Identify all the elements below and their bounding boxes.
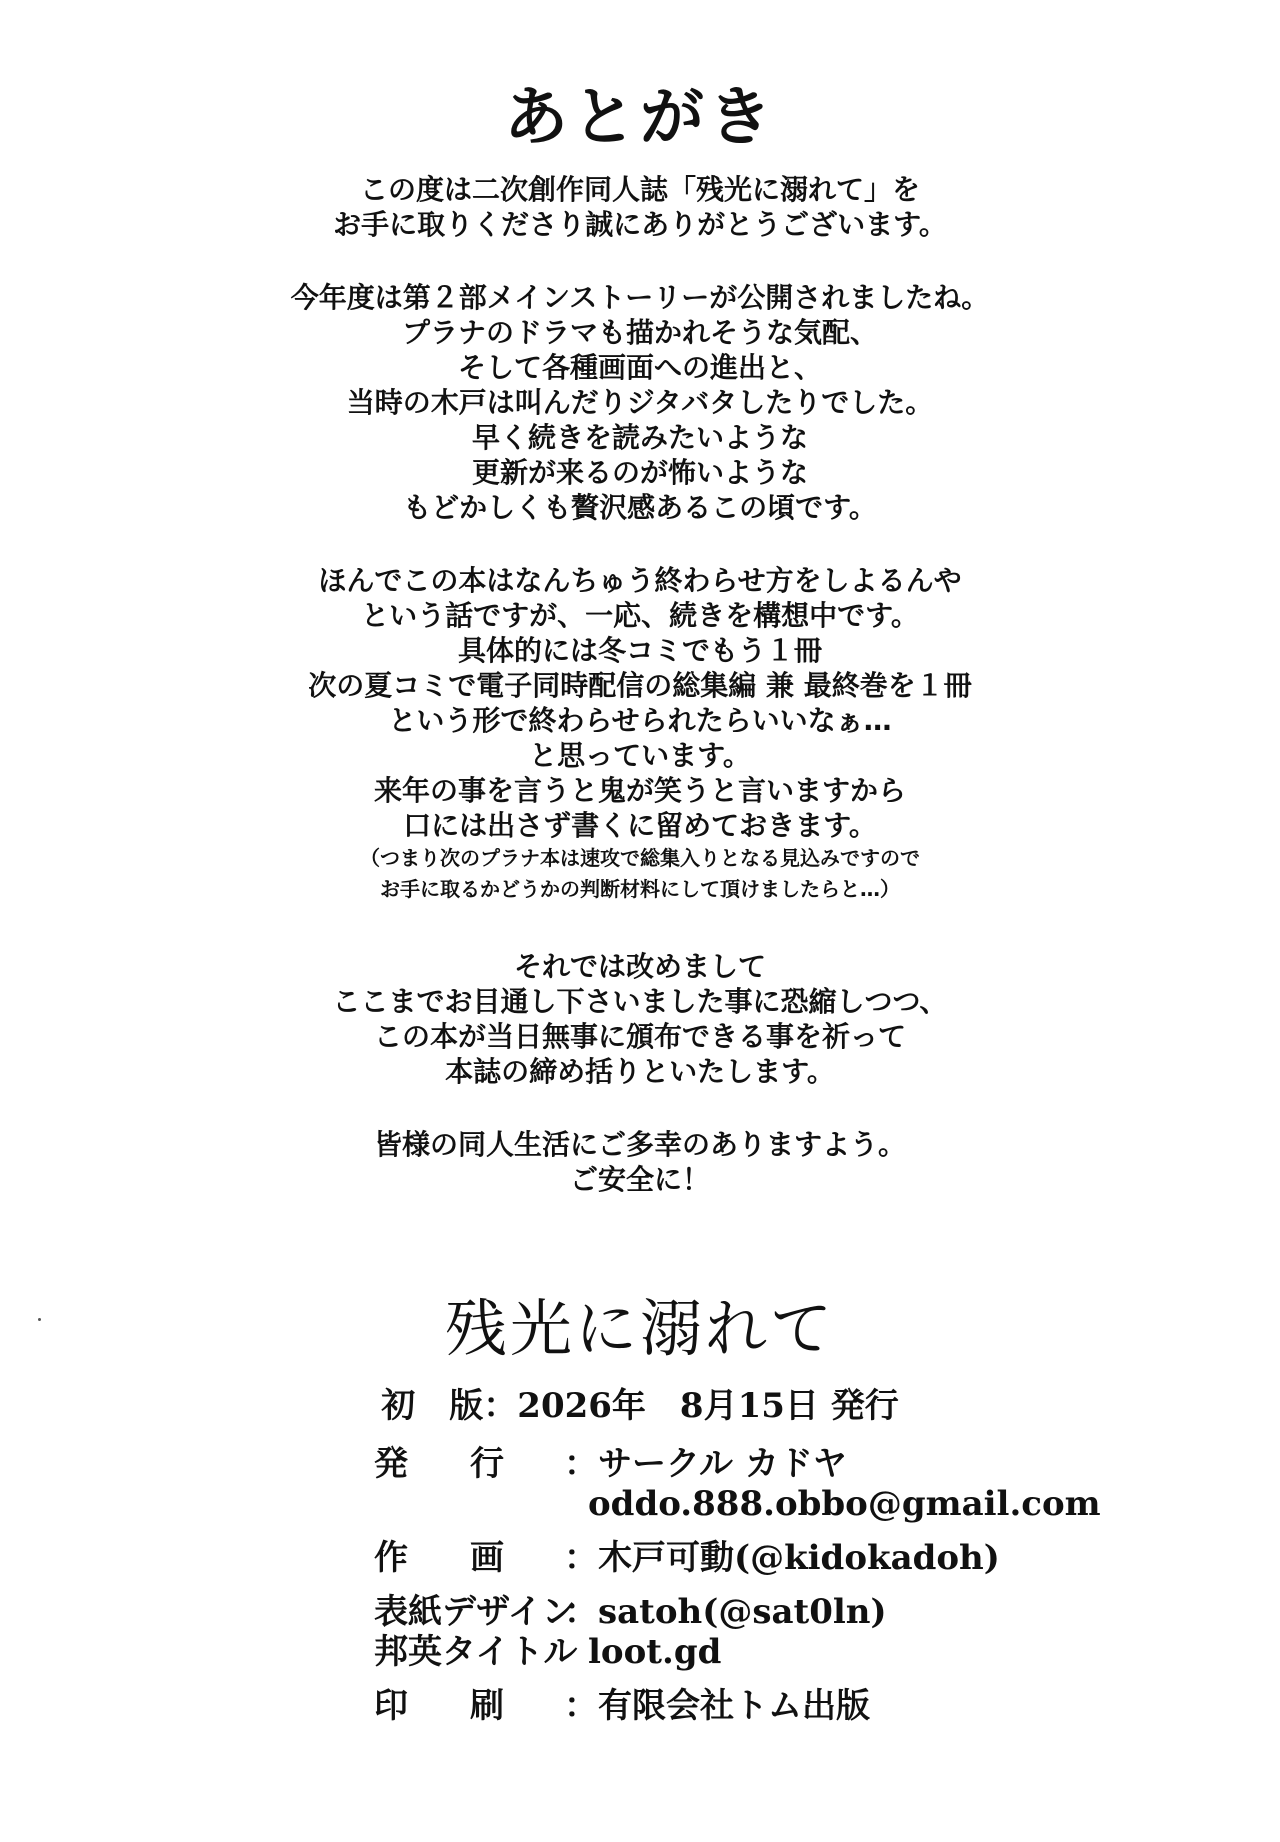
text-line: そして各種画面への進出と、 xyxy=(457,351,822,384)
paragraph-plans xyxy=(0,563,1280,905)
afterword-title: あとがき xyxy=(504,81,776,155)
text-line: プラナのドラマも描かれそうな気配、 xyxy=(401,316,878,349)
paragraph-story xyxy=(0,280,1280,525)
afterword-body xyxy=(0,172,1280,1197)
colophon-label xyxy=(374,1538,504,1578)
text-line: お手に取りくださり誠にありがとうございます。 xyxy=(333,208,947,241)
text-line: ここまでお目通し下さいました事に恐縮しつつ、 xyxy=(332,985,948,1018)
label-char: 作 xyxy=(374,1538,408,1578)
colophon-row-publisher xyxy=(374,1444,1074,1484)
label-char: 刷 xyxy=(470,1686,504,1726)
text-line: もどかしくも贅沢感あるこの頃です。 xyxy=(403,491,877,524)
email-text: oddo.888.obbo@gmail.com xyxy=(588,1484,1101,1524)
text-line: 来年の事を言うと鬼が笑うと言いますから xyxy=(373,774,906,807)
text-line: 早く続きを読みたいような xyxy=(471,421,808,454)
label-char: 画 xyxy=(470,1538,504,1578)
text-line: 具体的には冬コミでもう１冊 xyxy=(457,634,822,667)
text-line: 今年度は第２部メインストーリーが公開されましたね。 xyxy=(290,281,990,314)
text-line: それでは改めまして xyxy=(513,950,766,983)
colophon xyxy=(374,1444,1101,1726)
colophon-row-cover xyxy=(374,1592,1074,1632)
colophon-row-email xyxy=(374,1484,1101,1524)
paragraph-thanks xyxy=(0,172,1280,242)
colophon-value: ：木戸可動(@kidokadoh) xyxy=(564,1538,1000,1578)
text-line: 皆様の同人生活にご多幸のありますよう。 xyxy=(373,1128,906,1161)
text-line: この本が当日無事に頒布できる事を祈って xyxy=(373,1020,906,1053)
paragraph-wishes xyxy=(0,1127,1280,1197)
colophon-value: loot.gd xyxy=(588,1632,722,1672)
colophon-value: ：satoh(@sat0ln) xyxy=(564,1592,887,1632)
colophon-value: ：有限会社トム出版 xyxy=(564,1686,870,1726)
text-line: と思っています。 xyxy=(529,739,751,772)
colophon-label: 邦英タイトル xyxy=(374,1632,578,1672)
colophon-row-artist xyxy=(374,1538,1074,1578)
text-line: という形で終わらせられたらいいなぁ… xyxy=(388,704,892,737)
text-line: 当時の木戸は叫んだりジタバタしたりでした。 xyxy=(346,386,934,419)
text-line: ほんでこの本はなんちゅう終わらせ方をしよるんや xyxy=(318,564,962,597)
text-line: 本誌の締め括りといたします。 xyxy=(445,1055,835,1088)
text-line: この度は二次創作同人誌「残光に溺れて」を xyxy=(359,173,920,206)
text-line: 次の夏コミで電子同時配信の総集編 兼 最終巻を１冊 xyxy=(308,669,972,702)
colophon-row-printer xyxy=(374,1686,1074,1726)
note-line: お手に取るかどうかの判断材料にして頂けましたらと…） xyxy=(380,877,900,901)
note-line: （つまり次のプラナ本は速攻で総集入りとなる見込みですので xyxy=(360,846,920,870)
colophon-label xyxy=(374,1686,504,1726)
colophon-value: ：サークル カドヤ xyxy=(564,1444,847,1484)
text-line: という話ですが、一応、続きを構想中です。 xyxy=(361,599,919,632)
text-line: 更新が来るのが怖いような xyxy=(471,456,808,489)
label-char: 印 xyxy=(374,1686,408,1726)
text-line: ご安全に！ xyxy=(569,1163,710,1196)
colophon-row-logo xyxy=(374,1632,1074,1672)
text-line: 口には出さず書くに留めておきます。 xyxy=(403,809,877,842)
colophon-label: 表紙デザイン xyxy=(374,1592,576,1632)
book-title: 残光に溺れて xyxy=(444,1292,835,1365)
colophon-label xyxy=(374,1444,504,1484)
edition-line: 初 版：2026年 8月15日 発行 xyxy=(381,1386,899,1426)
paragraph-closing xyxy=(0,949,1280,1089)
label-char: 発 xyxy=(374,1444,408,1484)
label-char: 行 xyxy=(470,1444,504,1484)
